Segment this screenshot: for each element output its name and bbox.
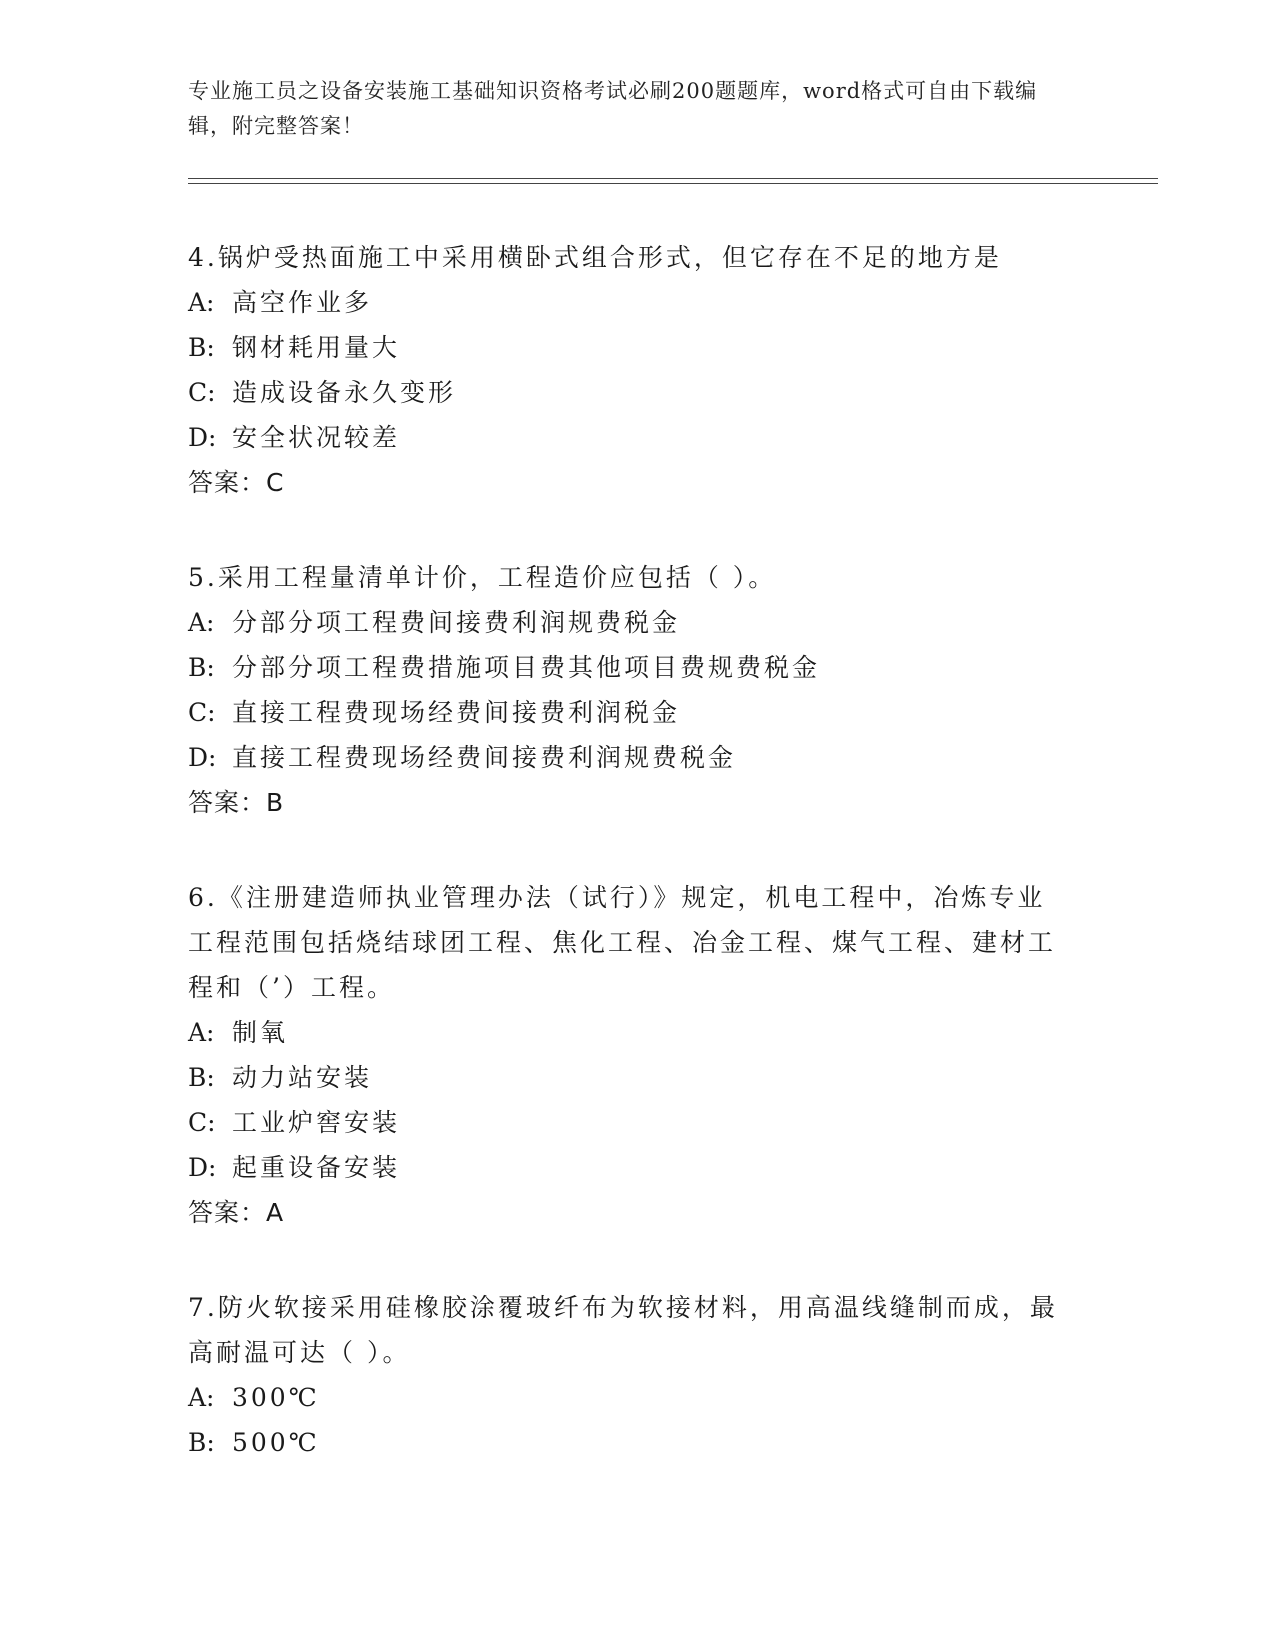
option-a bbox=[188, 1010, 1068, 1055]
header-divider-bottom bbox=[188, 183, 1158, 184]
answer-line: 答案：C bbox=[188, 468, 285, 497]
option-b bbox=[188, 1055, 1068, 1100]
option-text: 工业炉窖安装 bbox=[232, 1108, 401, 1137]
option-key: A: bbox=[188, 1018, 215, 1047]
option-key: D: bbox=[188, 1153, 217, 1182]
option-a bbox=[188, 1375, 1068, 1420]
option-text: 直接工程费现场经费间接费利润税金 bbox=[232, 698, 681, 727]
document-header: 专业施工员之设备安装施工基础知识资格考试必刷200题题库，word格式可自由下载编辑，附完整答案！ bbox=[188, 79, 1038, 138]
option-key: A: bbox=[188, 608, 215, 637]
option-key: B: bbox=[188, 653, 215, 682]
question-4 bbox=[188, 235, 1068, 505]
option-a bbox=[188, 600, 1068, 645]
option-key: B: bbox=[188, 1428, 215, 1457]
option-key: B: bbox=[188, 1063, 215, 1092]
option-c bbox=[188, 370, 1068, 415]
question-5 bbox=[188, 555, 1068, 825]
option-d bbox=[188, 415, 1068, 460]
option-key: D: bbox=[188, 423, 217, 452]
question-stem: 5.采用工程量清单计价，工程造价应包括（ ）。 bbox=[188, 563, 777, 592]
option-key: D: bbox=[188, 743, 217, 772]
option-text: 起重设备安装 bbox=[232, 1153, 401, 1182]
option-key: C: bbox=[188, 378, 216, 407]
option-text: 动力站安装 bbox=[232, 1063, 373, 1092]
option-text: 制氧 bbox=[232, 1018, 289, 1047]
option-d bbox=[188, 735, 1068, 780]
answer-line: 答案：A bbox=[188, 1198, 285, 1227]
option-text: 分部分项工程费间接费利润规费税金 bbox=[232, 608, 681, 637]
option-b bbox=[188, 325, 1068, 370]
option-key: C: bbox=[188, 1108, 216, 1137]
question-stem: 4.锅炉受热面施工中采用横卧式组合形式，但它存在不足的地方是 bbox=[188, 243, 1002, 272]
option-b bbox=[188, 1420, 1068, 1465]
option-text: 安全状况较差 bbox=[232, 423, 401, 452]
option-a bbox=[188, 280, 1068, 325]
option-key: A: bbox=[188, 288, 215, 317]
option-text: 高空作业多 bbox=[232, 288, 373, 317]
option-b bbox=[188, 645, 1068, 690]
option-text: 分部分项工程费措施项目费其他项目费规费税金 bbox=[232, 653, 821, 682]
option-key: A: bbox=[188, 1383, 215, 1412]
option-text: 造成设备永久变形 bbox=[232, 378, 457, 407]
option-text: 500℃ bbox=[232, 1428, 320, 1457]
header-divider-top bbox=[188, 178, 1158, 179]
option-c bbox=[188, 1100, 1068, 1145]
answer-line: 答案：B bbox=[188, 788, 285, 817]
option-d bbox=[188, 1145, 1068, 1190]
question-7 bbox=[188, 1285, 1068, 1465]
option-text: 300℃ bbox=[232, 1383, 320, 1412]
option-key: B: bbox=[188, 333, 215, 362]
question-stem: 7.防火软接采用硅橡胶涂覆玻纤布为软接材料，用高温线缝制而成，最高耐温可达（ ）。 bbox=[188, 1293, 1058, 1367]
question-6 bbox=[188, 875, 1068, 1235]
question-stem: 6.《注册建造师执业管理办法（试行）》规定，机电工程中，冶炼专业工程范围包括烧结球团工程、焦化工程、冶金工程、煤气工程、建材工程和（’）工程。 bbox=[188, 883, 1057, 1002]
option-key: C: bbox=[188, 698, 216, 727]
option-c bbox=[188, 690, 1068, 735]
option-text: 直接工程费现场经费间接费利润规费税金 bbox=[232, 743, 737, 772]
option-text: 钢材耗用量大 bbox=[232, 333, 401, 362]
